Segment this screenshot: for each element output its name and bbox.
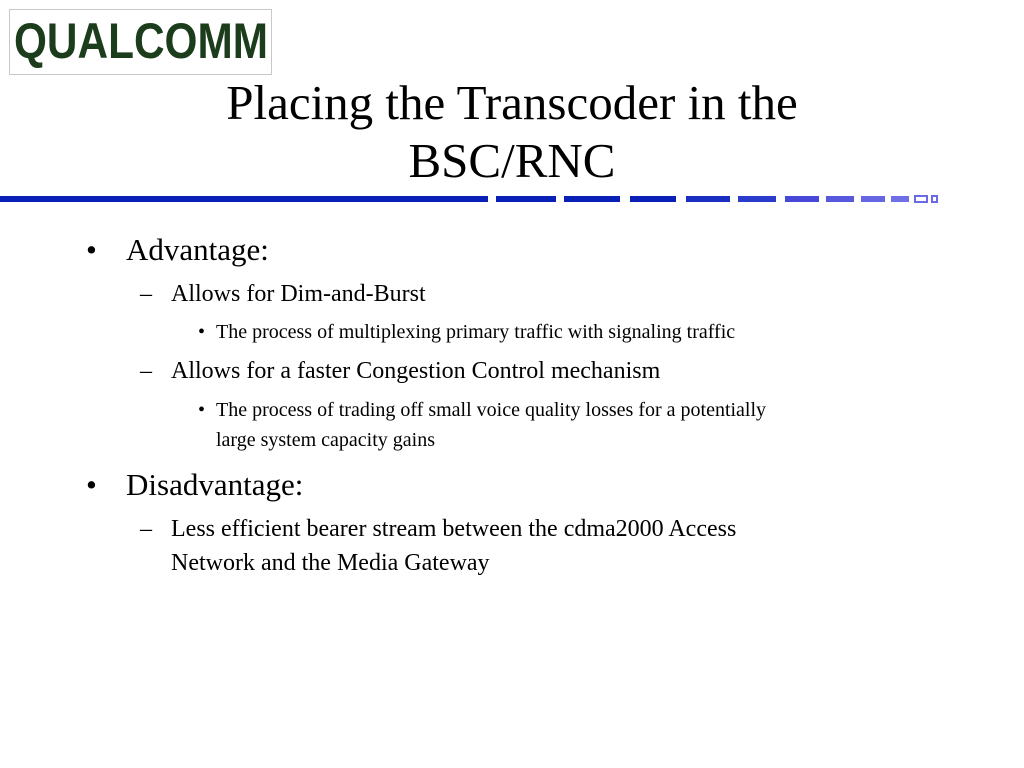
qualcomm-logo bbox=[9, 9, 272, 75]
rule-segment bbox=[0, 196, 488, 202]
detail-trading-off-line-1: The process of trading off small voice quality losses for a potentially bbox=[216, 399, 767, 421]
detail-trading-off-line-2: large system capacity gains bbox=[216, 429, 436, 451]
sub-bullet-bearer-stream-line-1: Less efficient bearer stream between the cdma2000 Access bbox=[171, 516, 737, 542]
rule-segment bbox=[496, 196, 556, 202]
detail-multiplexing: The process of multiplexing primary traffic with signaling traffic bbox=[216, 321, 736, 343]
sub-bullet-bearer-stream-line-2: Network and the Media Gateway bbox=[171, 550, 490, 576]
rule-segment bbox=[915, 196, 927, 202]
sub-bullet-marker: – bbox=[140, 281, 152, 307]
bullet-advantage: Advantage: bbox=[126, 232, 269, 267]
rule-segment bbox=[891, 196, 909, 202]
sub-bullet-marker: – bbox=[140, 516, 152, 542]
rule-segment bbox=[932, 196, 937, 202]
rule-segment bbox=[686, 196, 730, 202]
rule-segment bbox=[785, 196, 819, 202]
qualcomm-logo-text: QUALCOMM bbox=[14, 13, 268, 69]
title-divider-rule bbox=[0, 195, 1024, 207]
rule-segment bbox=[826, 196, 854, 202]
rule-segment bbox=[564, 196, 620, 202]
rule-segment bbox=[630, 196, 676, 202]
slide-title-line-2: BSC/RNC bbox=[408, 133, 616, 188]
qualcomm-logo-graphic bbox=[10, 10, 273, 76]
slide-title bbox=[0, 74, 1024, 190]
sub-bullet-dim-and-burst: Allows for Dim-and-Burst bbox=[171, 281, 426, 307]
rule-segment bbox=[861, 196, 885, 202]
detail-bullet-marker: • bbox=[198, 321, 206, 343]
detail-bullet-marker: • bbox=[198, 399, 206, 421]
bullet-marker: • bbox=[86, 232, 97, 267]
sub-bullet-marker: – bbox=[140, 358, 152, 384]
bullet-marker: • bbox=[86, 467, 97, 502]
slide-title-line-1: Placing the Transcoder in the bbox=[226, 75, 798, 130]
bullet-disadvantage: Disadvantage: bbox=[126, 467, 304, 502]
rule-segment bbox=[738, 196, 776, 202]
sub-bullet-congestion-control: Allows for a faster Congestion Control mechanism bbox=[171, 358, 661, 384]
